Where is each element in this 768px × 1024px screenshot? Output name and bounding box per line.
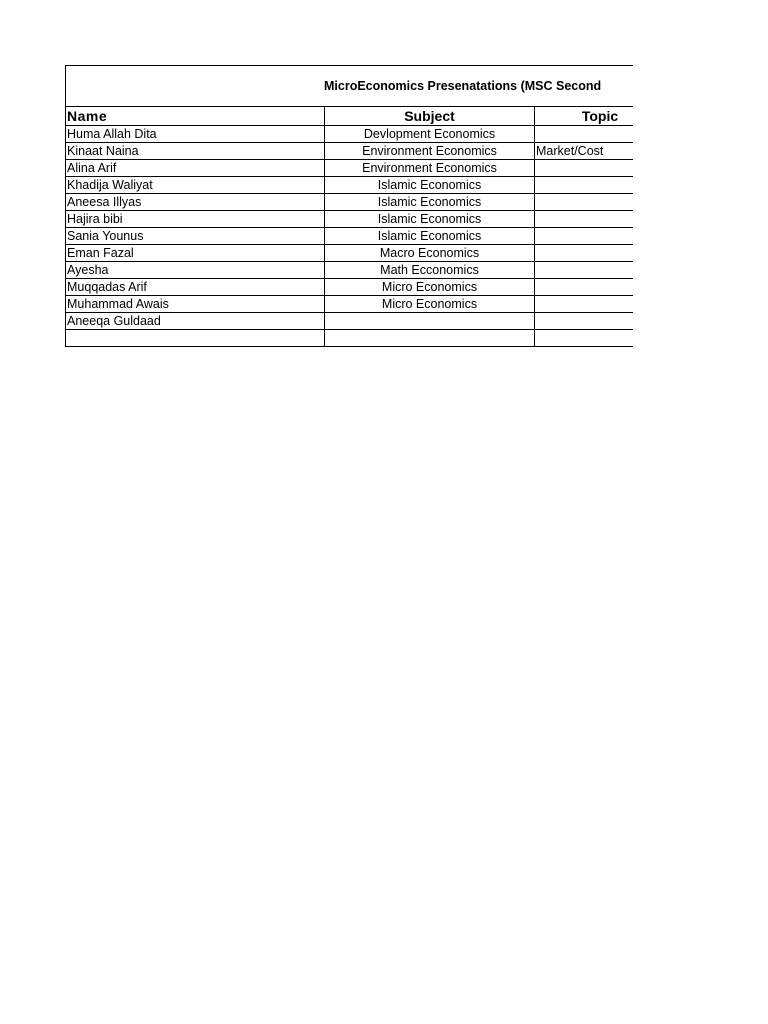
table-row <box>66 262 634 279</box>
subject-cell[interactable]: Macro Economics <box>325 245 535 262</box>
name-cell[interactable]: Muhammad Awais <box>66 296 325 313</box>
table-row <box>66 279 634 296</box>
table-row <box>66 194 634 211</box>
topic-cell[interactable] <box>535 194 634 211</box>
topic-cell[interactable] <box>535 160 634 177</box>
subject-cell[interactable]: Islamic Economics <box>325 228 535 245</box>
table-row <box>66 296 634 313</box>
name-cell[interactable]: Aneesa Illyas <box>66 194 325 211</box>
name-cell[interactable] <box>66 330 325 347</box>
name-cell[interactable]: Sania Younus <box>66 228 325 245</box>
topic-cell[interactable] <box>535 296 634 313</box>
topic-cell[interactable] <box>535 177 634 194</box>
subject-cell[interactable] <box>325 330 535 347</box>
table-row <box>66 330 634 347</box>
table-row <box>66 228 634 245</box>
name-cell[interactable]: Muqqadas Arif <box>66 279 325 296</box>
name-cell[interactable]: Ayesha <box>66 262 325 279</box>
table-title: MicroEconomics Presenatations (MSC Second <box>66 66 634 107</box>
subject-cell[interactable]: Micro Economics <box>325 296 535 313</box>
subject-cell[interactable]: Environment Economics <box>325 143 535 160</box>
subject-cell[interactable]: Micro Economics <box>325 279 535 296</box>
subject-cell[interactable]: Devlopment Economics <box>325 126 535 143</box>
subject-cell[interactable]: Environment Economics <box>325 160 535 177</box>
topic-cell[interactable] <box>535 211 634 228</box>
topic-cell[interactable] <box>535 228 634 245</box>
title-row <box>66 66 634 107</box>
name-cell[interactable]: Huma Allah Dita <box>66 126 325 143</box>
table-row <box>66 126 634 143</box>
subject-cell[interactable]: Islamic Economics <box>325 177 535 194</box>
presentations-table <box>65 65 633 347</box>
topic-cell[interactable] <box>535 279 634 296</box>
table-row <box>66 245 634 262</box>
table-row <box>66 313 634 330</box>
name-cell[interactable]: Khadija Waliyat <box>66 177 325 194</box>
topic-cell[interactable] <box>535 126 634 143</box>
subject-cell[interactable]: Islamic Economics <box>325 194 535 211</box>
column-header-subject: Subject <box>325 107 535 126</box>
topic-cell[interactable] <box>535 330 634 347</box>
subject-cell[interactable]: Islamic Economics <box>325 211 535 228</box>
table-body <box>66 126 634 347</box>
name-cell[interactable]: Aneeqa Guldaad <box>66 313 325 330</box>
topic-cell[interactable]: Market/Cost <box>535 143 634 160</box>
column-header-topic: Topic <box>535 107 634 126</box>
header-row <box>66 107 634 126</box>
topic-cell[interactable] <box>535 313 634 330</box>
spreadsheet-page <box>65 65 633 347</box>
name-cell[interactable]: Eman Fazal <box>66 245 325 262</box>
subject-cell[interactable] <box>325 313 535 330</box>
table-row <box>66 160 634 177</box>
topic-cell[interactable] <box>535 262 634 279</box>
name-cell[interactable]: Hajira bibi <box>66 211 325 228</box>
topic-cell[interactable] <box>535 245 634 262</box>
table-row <box>66 177 634 194</box>
column-header-name: Name <box>66 107 325 126</box>
table-row <box>66 211 634 228</box>
name-cell[interactable]: Alina Arif <box>66 160 325 177</box>
name-cell[interactable]: Kinaat Naina <box>66 143 325 160</box>
subject-cell[interactable]: Math Ecconomics <box>325 262 535 279</box>
table-row <box>66 143 634 160</box>
